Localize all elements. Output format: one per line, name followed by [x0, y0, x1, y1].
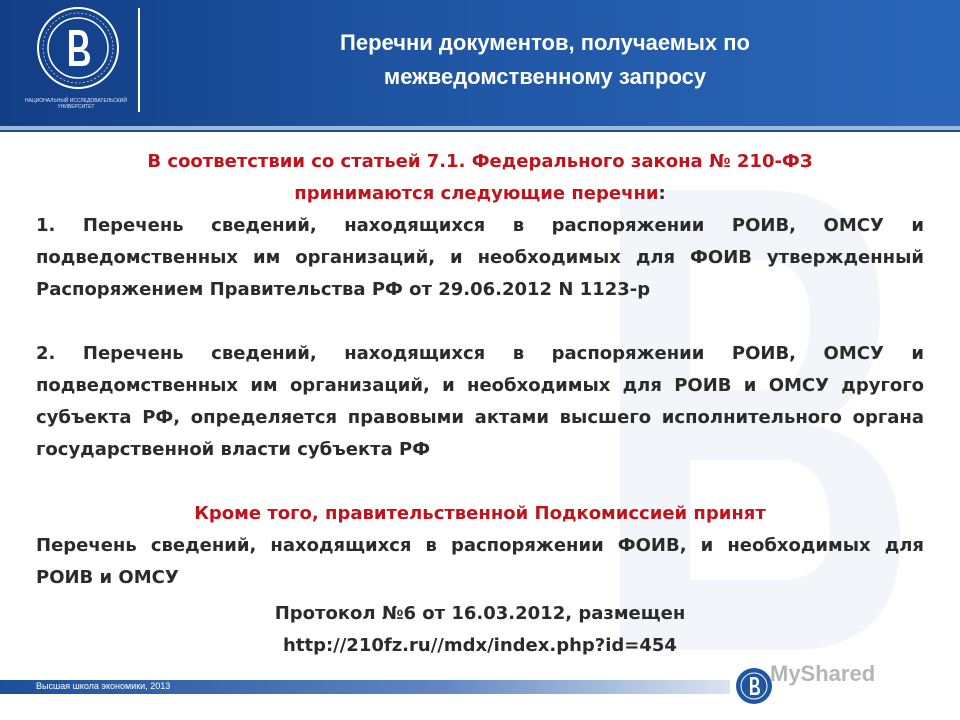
hse-seal-icon: [36, 6, 120, 90]
list-item-2: 2. Перечень сведений, находящихся в распоряжении РОИВ, ОМСУ и подведомственных им организаций, и необходимых для РОИВ и ОМСУ другого субъекта РФ, определяется правовыми актами высшего исполнительного органа государственной власти субъекта РФ: [36, 343, 924, 460]
footer-copyright: Высшая школа экономики, 2013: [36, 681, 171, 691]
logo-caption-line2: УНИВЕРСИТЕТ: [57, 104, 95, 110]
intro-heading: [36, 146, 924, 210]
list-item-1: 1. Перечень сведений, находящихся в распоряжении РОИВ, ОМСУ и подведомственных им организаций, и необходимых для ФОИВ утвержденный Распоряжением Правительства РФ от 29.06.2012 N 1123-р: [36, 215, 924, 300]
intro-line2: принимаются следующие перечни: [294, 183, 659, 204]
extra-text: Перечень сведений, находящихся в распоряжении ФОИВ, и необходимых для РОИВ и ОМСУ: [36, 535, 924, 588]
extra-heading: Кроме того, правительственной Подкомиссией принят: [194, 503, 766, 524]
spacer: [36, 306, 924, 338]
header-divider-dark: [0, 130, 960, 132]
protocol-block: [36, 598, 924, 662]
spacer: [36, 466, 924, 498]
slide-title: [150, 26, 940, 94]
hse-footer-logo-icon: [734, 666, 774, 706]
intro-colon: :: [658, 183, 666, 204]
logo-caption-line1: НАЦИОНАЛЬНЫЙ ИССЛЕДОВАТЕЛЬСКИЙ: [25, 98, 127, 104]
protocol-line1: Протокол №6 от 16.03.2012, размещен: [274, 603, 686, 624]
protocol-link[interactable]: http://210fz.ru//mdx/index.php?id=454: [283, 635, 677, 656]
title-line1: Перечни документов, получаемых по: [340, 30, 750, 55]
intro-line1: В соответствии со статьей 7.1. Федерального закона № 210-ФЗ: [147, 151, 813, 172]
myshared-watermark: MyShared: [770, 661, 876, 686]
logo-caption: [20, 98, 132, 110]
title-line2: межведомственному запросу: [383, 64, 707, 89]
hse-logo: [20, 6, 132, 118]
intro-line2-wrap: [36, 178, 924, 210]
slide-content: [36, 146, 924, 662]
header-vertical-divider: [138, 8, 140, 112]
